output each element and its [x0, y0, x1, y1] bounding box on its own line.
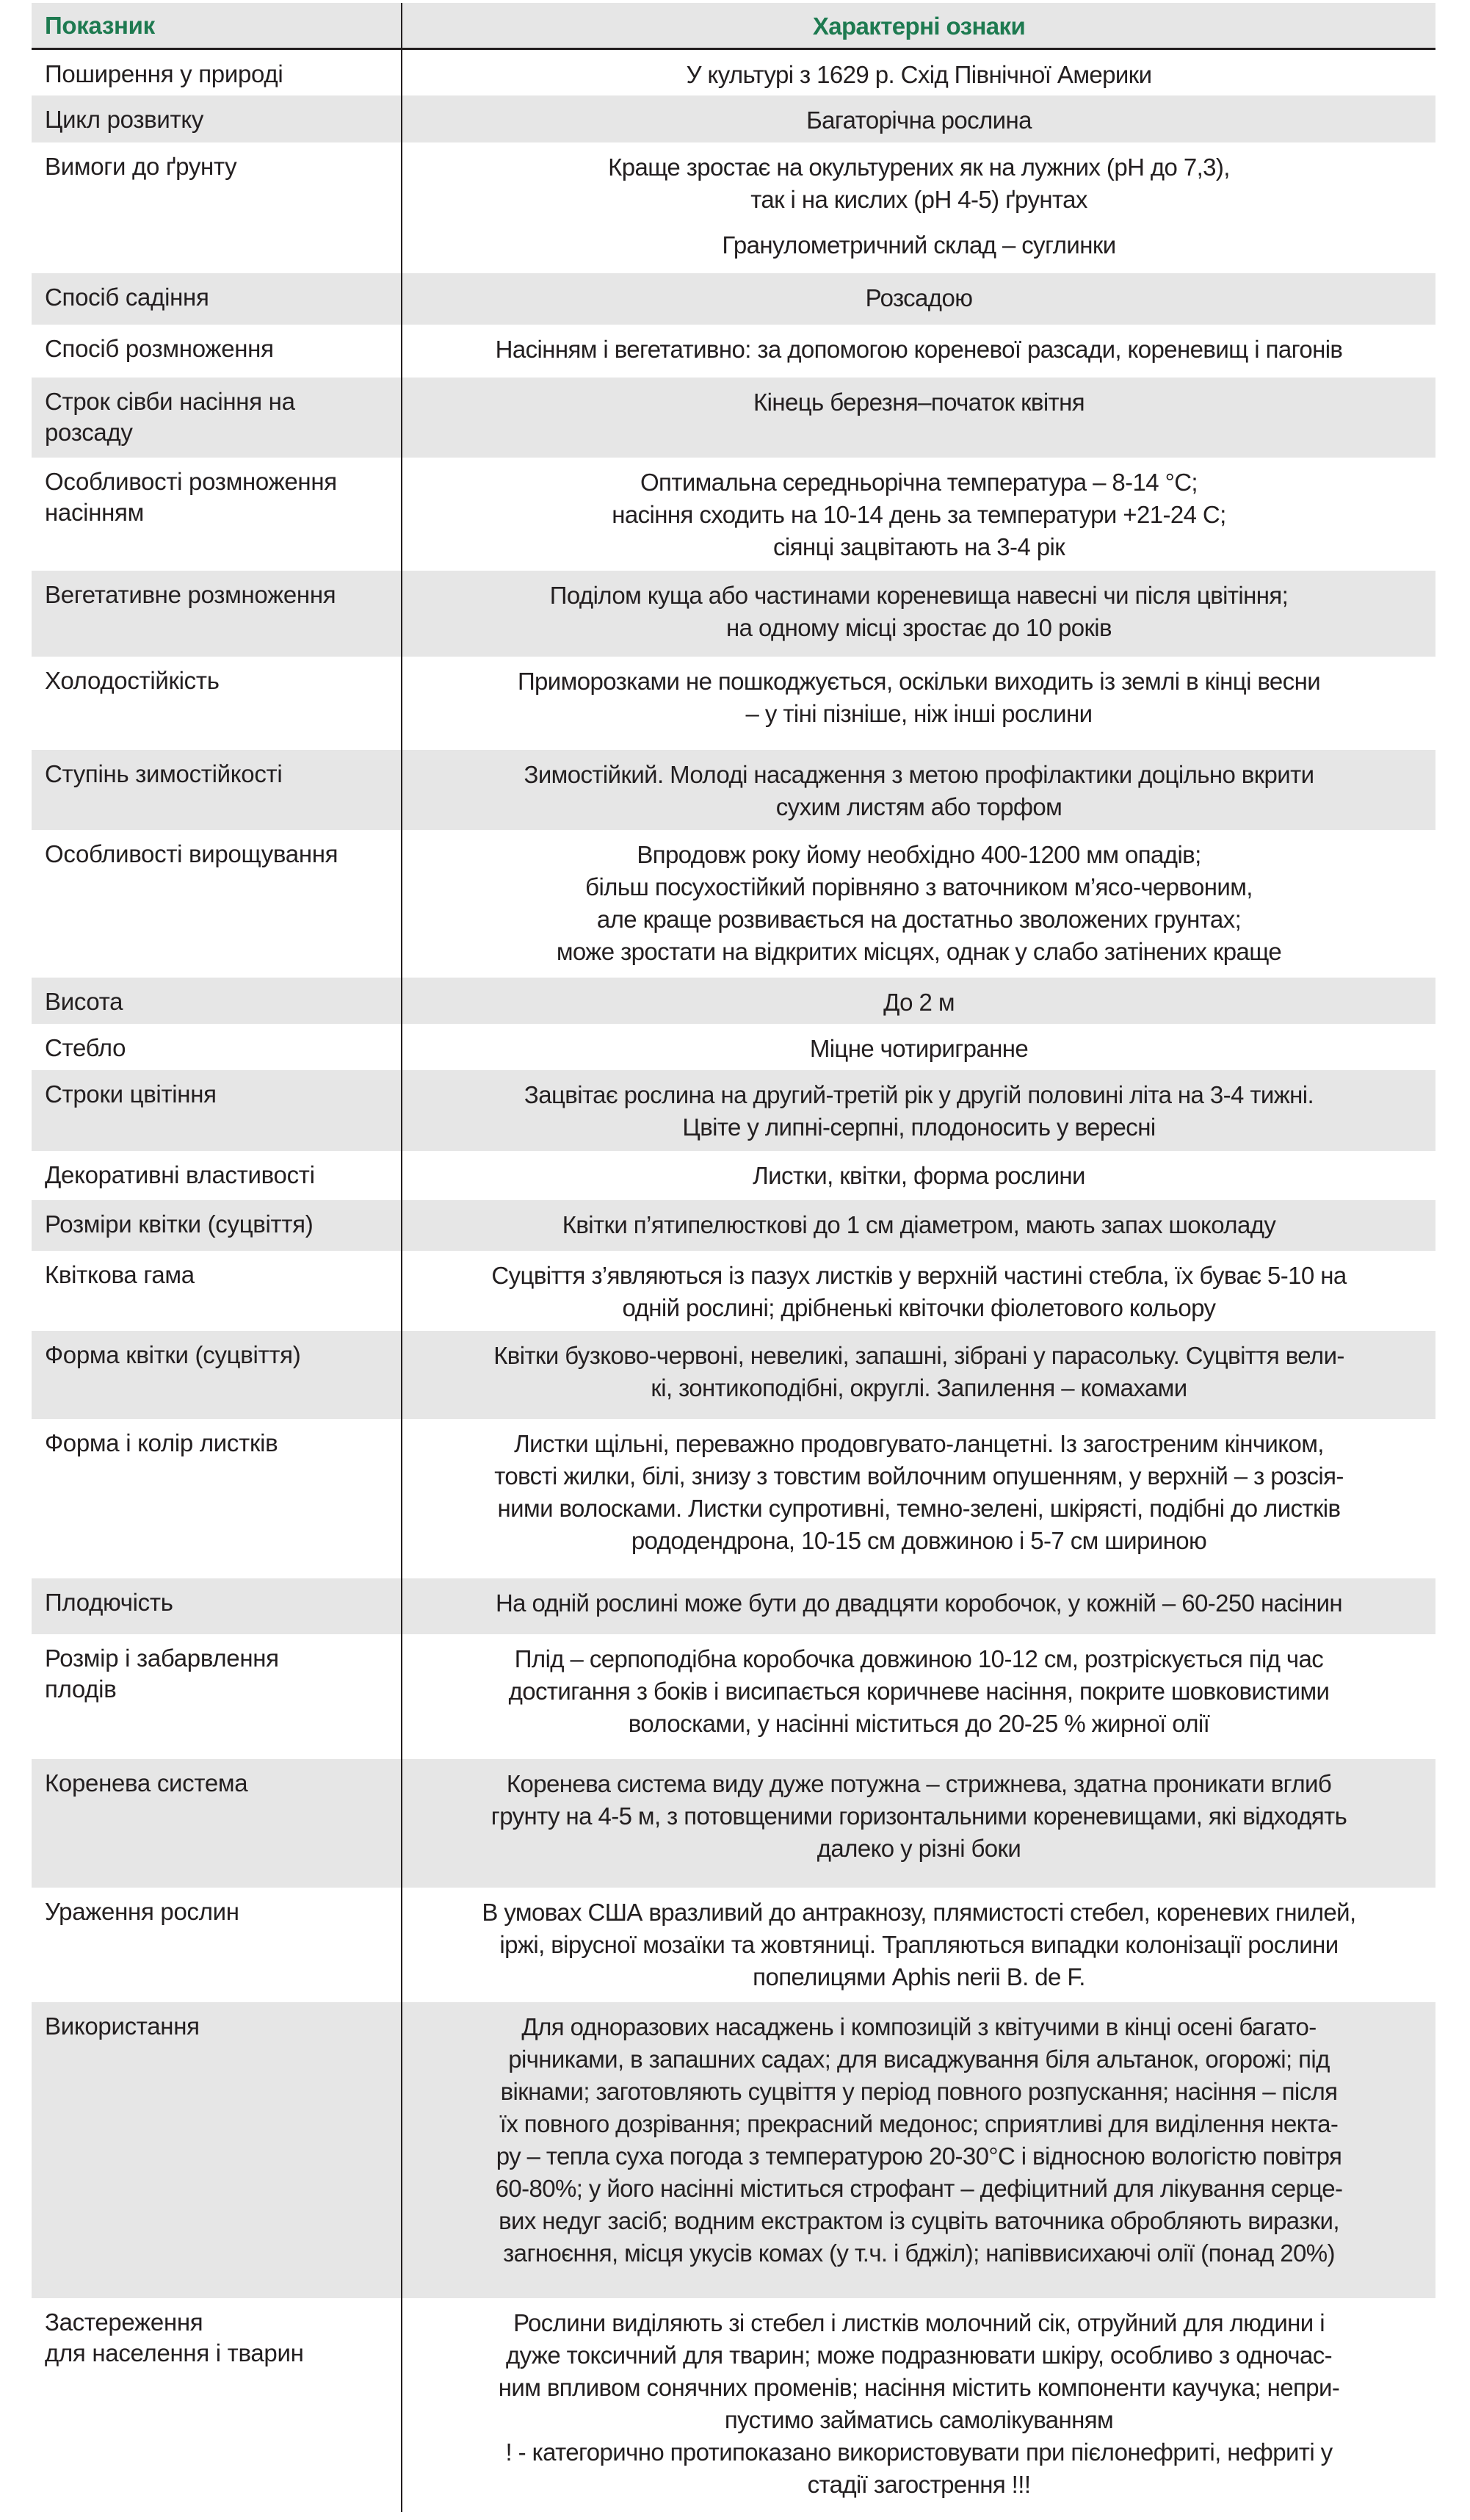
row-label-line: Цикл розвитку [45, 106, 204, 133]
row-label-line: Розмір і забарвлення [45, 1645, 279, 1672]
row-value-line: загноєння, місця укусів комах (у т.ч. і бджіл); напіввисихаючі олії (понад 20%) [503, 2239, 1335, 2267]
row-value-line: Квітки бузково-червоні, невеликі, запашні, зібрані у парасольку. Суцвіття вели- [493, 1342, 1344, 1369]
row-label [32, 325, 402, 378]
row-value [402, 2298, 1435, 2512]
row-label-line: Спосіб розмноження [45, 335, 274, 362]
row-value-line: кі, зонтикоподібні, округлі. Запилення – комахами [651, 1374, 1187, 1401]
row-label-line: розсаду [45, 419, 133, 446]
table-row [32, 657, 1435, 750]
row-value-line: рододендрона, 10-15 см довжиною і 5-7 см шириною [631, 1527, 1207, 1554]
table-row [32, 571, 1435, 657]
row-value-line: Цвіте у липні-серпні, плодоносить у вересні [682, 1113, 1156, 1141]
row-value-line: До 2 м [883, 989, 955, 1016]
row-label [32, 1331, 402, 1419]
row-label-line: Форма квітки (суцвіття) [45, 1341, 301, 1368]
table-row [32, 325, 1435, 378]
row-value-line: на одному місці зростає до 10 років [726, 614, 1112, 641]
row-label-line: Ступінь зимостійкості [45, 760, 283, 787]
row-label [32, 1634, 402, 1759]
row-value [402, 458, 1435, 571]
row-label-line: Особливості розмноження [45, 468, 337, 495]
row-value [402, 1070, 1435, 1151]
table-row [32, 1070, 1435, 1151]
row-label [32, 1024, 402, 1070]
row-label-line: Використання [45, 2012, 200, 2040]
row-value-line: вікнами; заготовляють суцвіття у період повного розпускання; насіння – після [500, 2078, 1338, 2105]
row-label-line: Вимоги до ґрунту [45, 153, 237, 180]
table-header [32, 3, 1435, 50]
row-value [402, 1024, 1435, 1070]
table-row [32, 273, 1435, 325]
row-label [32, 458, 402, 571]
row-label [32, 1759, 402, 1888]
row-value-line: іржі, вірусної мозаїки та жовтяниці. Трапляються випадки колонізації рослини [499, 1931, 1339, 1958]
row-value-line: товсті жилки, білі, знизу з товстим войлочним опушенням, у верхній – з розсія- [494, 1462, 1344, 1490]
row-label [32, 1200, 402, 1251]
row-value-line: Багаторічна рослина [806, 106, 1032, 134]
table-row [32, 1634, 1435, 1759]
table-row [32, 1251, 1435, 1331]
row-label [32, 830, 402, 978]
row-value [402, 378, 1435, 458]
row-value-line: насіння сходить на 10-14 день за температури +21-24 С; [612, 501, 1226, 528]
row-value [402, 830, 1435, 978]
row-label [32, 978, 402, 1024]
row-value [402, 325, 1435, 378]
row-label [32, 142, 402, 273]
row-label [32, 1578, 402, 1634]
row-label-line: Застереження [45, 2308, 203, 2336]
row-label [32, 1888, 402, 2002]
row-value-line: Краще зростає на окультурених як на лужних (рН до 7,3), [608, 154, 1230, 181]
row-label-line: для населення і тварин [45, 2339, 304, 2366]
row-value-line: Поділом куща або частинами кореневища навесні чи після цвітіння; [549, 582, 1289, 609]
row-value-line: сіянці зацвітають на 3-4 рік [772, 533, 1065, 560]
row-value [402, 1200, 1435, 1251]
row-value [402, 273, 1435, 325]
row-label-line: Особливості вирощування [45, 840, 338, 867]
row-label [32, 1419, 402, 1578]
row-value-line: ними волосками. Листки супротивні, темно-зелені, шкірясті, подібні до листків [497, 1495, 1341, 1522]
row-value-line: У культурі з 1629 р. Схід Північної Америки [686, 61, 1152, 88]
row-label-line: Строк сівби насіння на [45, 388, 295, 415]
row-label [32, 571, 402, 657]
table-row [32, 830, 1435, 978]
row-value-line: Плід – серпоподібна коробочка довжиною 10-12 см, розтріскується під час [514, 1645, 1324, 1672]
table-row [32, 95, 1435, 142]
row-value-line: так і на кислих (рН 4-5) ґрунтах [750, 186, 1087, 213]
table-row [32, 2002, 1435, 2298]
row-value [402, 657, 1435, 750]
row-label-line: Ураження рослин [45, 1898, 239, 1925]
row-value-line: попелицями Aphis nerii B. de F. [753, 1963, 1085, 1990]
table-row [32, 1419, 1435, 1578]
row-label [32, 1251, 402, 1331]
row-label-line: насінням [45, 499, 145, 526]
row-value-line: Суцвіття з’являються із пазух листків у верхній частині стебла, їх буває 5-10 на [491, 1262, 1347, 1289]
row-label-line: Декоративні властивості [45, 1161, 315, 1188]
row-value-line: – у тіні пізніше, ніж інші рослини [745, 700, 1093, 727]
table-row [32, 378, 1435, 458]
row-value [402, 95, 1435, 142]
header-characteristics: Характерні ознаки [812, 12, 1026, 40]
row-value-line: їх повного дозрівання; прекрасний медонос; сприятливі для виділення некта- [499, 2110, 1339, 2137]
row-value [402, 50, 1435, 95]
row-value-line: На одній рослині може бути до двадцяти коробочок, у кожній – 60-250 насінин [495, 1589, 1343, 1617]
table-row [32, 1331, 1435, 1419]
row-value-extra: Гранулометричний склад – суглинки [722, 231, 1116, 259]
row-value [402, 978, 1435, 1024]
row-label [32, 2002, 402, 2298]
row-value [402, 1331, 1435, 1419]
row-value-line: більш посухостійкий порівняно з ваточником м’ясо-червоним, [585, 873, 1253, 900]
row-value-line: стадії загострення !!! [807, 2471, 1031, 2498]
row-value [402, 142, 1435, 273]
row-value-line: волосками, у насінні міститься до 20-25 % жирної олії [628, 1710, 1210, 1737]
row-value-line: Зимостійкий. Молоді насадження з метою профілактики доцільно вкрити [524, 761, 1314, 788]
row-label [32, 95, 402, 142]
row-label [32, 750, 402, 830]
row-value-line: ним впливом сонячних променів; насіння містить компоненти каучука; непри- [498, 2374, 1340, 2401]
row-value [402, 1634, 1435, 1759]
row-value-line: Міцне чотиригранне [809, 1035, 1029, 1062]
table-row [32, 50, 1435, 95]
table-row [32, 1888, 1435, 2002]
row-value-line: В умовах США вразливий до антракнозу, плямистості стебел, кореневих гнилей, [482, 1899, 1356, 1926]
row-value-line: річниками, в запашних садах; для висаджування біля альтанок, огорожі; під [508, 2046, 1330, 2073]
row-label-line: Строки цвітіння [45, 1080, 217, 1108]
row-value-line: грунту на 4-5 м, з потовщеними горизонтальними кореневищами, які відходять [490, 1802, 1347, 1830]
row-value [402, 1251, 1435, 1331]
row-value [402, 2002, 1435, 2298]
row-label-line: Холодостійкість [45, 667, 220, 694]
table-row [32, 1200, 1435, 1251]
row-value-line: Коренева система виду дуже потужна – стрижнева, здатна проникати вглиб [506, 1770, 1332, 1797]
row-value-line: Розсадою [865, 284, 973, 311]
row-value-line: Квітки п’ятипелюсткові до 1 см діаметром, мають запах шоколаду [562, 1211, 1276, 1238]
row-value-line: сухим листям або торфом [775, 793, 1062, 820]
row-label-line: Висота [45, 988, 123, 1015]
row-label-line: Плодючість [45, 1589, 173, 1616]
row-value-line: але краще розвивається на достатньо зволожених грунтах; [596, 906, 1242, 933]
row-value [402, 1759, 1435, 1888]
table-row [32, 1759, 1435, 1888]
row-value-line: вих недуг засіб; водним екстрактом із суцвіть ваточника обробляють виразки, [499, 2207, 1339, 2234]
row-value-line: пустимо займатись самолікуванням [724, 2406, 1114, 2433]
table-row [32, 2298, 1435, 2512]
row-label-line: Стебло [45, 1034, 126, 1061]
table-row [32, 1151, 1435, 1200]
row-value-line: Оптимальна середньорічна температура – 8-14 °С; [640, 469, 1198, 496]
characteristics-table [32, 3, 1435, 2512]
row-label-line: Спосіб садіння [45, 284, 209, 311]
row-label [32, 2298, 402, 2512]
row-value-line: ! - категорично протипоказано використовувати при пієлонефриті, нефриті у [505, 2438, 1333, 2466]
row-value-line: Листки щільні, переважно продовгувато-ланцетні. Із загостреним кінчиком, [514, 1430, 1324, 1457]
row-value-line: дуже токсичний для тварин; може подразнювати шкіру, особливо з одночас- [505, 2342, 1333, 2369]
row-label-line: Коренева система [45, 1769, 248, 1797]
table-row [32, 458, 1435, 571]
row-value-line: достигання з боків і висипається коричневе насіння, покрите шовковистими [508, 1678, 1330, 1705]
row-label [32, 50, 402, 95]
row-label [32, 378, 402, 458]
row-label [32, 273, 402, 325]
row-value [402, 1578, 1435, 1634]
row-value-line: може зростати на відкритих місцях, однак у слабо затінених краще [556, 938, 1282, 965]
table-row [32, 1024, 1435, 1070]
row-value [402, 1419, 1435, 1578]
row-label-line: Поширення у природі [45, 60, 283, 87]
row-value [402, 1888, 1435, 2002]
row-value-line: далеко у різні боки [817, 1835, 1021, 1862]
row-label [32, 657, 402, 750]
row-label-line: Вегетативне розмноження [45, 581, 336, 608]
row-label-line: Розміри квітки (суцвіття) [45, 1210, 314, 1238]
row-label-line: плодів [45, 1675, 117, 1703]
row-value [402, 571, 1435, 657]
row-value-line: одній рослині; дрібненькі квіточки фіолетового кольору [622, 1294, 1216, 1321]
row-label-line: Квіткова гама [45, 1261, 195, 1288]
table-row [32, 142, 1435, 273]
row-value-line: Приморозками не пошкоджується, оскільки виходить із землі в кінці весни [517, 668, 1321, 695]
table-row [32, 1578, 1435, 1634]
table-row [32, 978, 1435, 1024]
row-value [402, 750, 1435, 830]
row-value [402, 1151, 1435, 1200]
row-value-line: 60-80%; у його насінні міститься строфант – дефіцитний для лікування серце- [495, 2175, 1343, 2202]
row-value-line: Для одноразових насаджень і композицій з квітучими в кінці осені багато- [521, 2013, 1317, 2040]
row-label-line: Форма і колір листків [45, 1429, 278, 1456]
row-label [32, 1070, 402, 1151]
row-value-line: Листки, квітки, форма рослини [753, 1162, 1085, 1189]
row-value-line: Насінням і вегетативно: за допомогою кореневої разсади, кореневищ і пагонів [495, 336, 1343, 363]
row-value-line: ру – тепла суха погода з температурою 20-30°С і відносною вологістю повітря [496, 2142, 1342, 2170]
row-value-line: Впродовж року йому необхідно 400-1200 мм опадів; [637, 841, 1201, 868]
row-value-line: Зацвітає рослина на другий-третій рік у другій половині літа на 3-4 тижні. [524, 1081, 1314, 1108]
table-row [32, 750, 1435, 830]
row-label [32, 1151, 402, 1200]
row-value-line: Рослини виділяють зі стебел і листків молочний сік, отруйний для людини і [513, 2309, 1325, 2336]
header-indicator: Показник [32, 3, 402, 48]
row-value-line: Кінець березня–початок квітня [753, 389, 1085, 416]
